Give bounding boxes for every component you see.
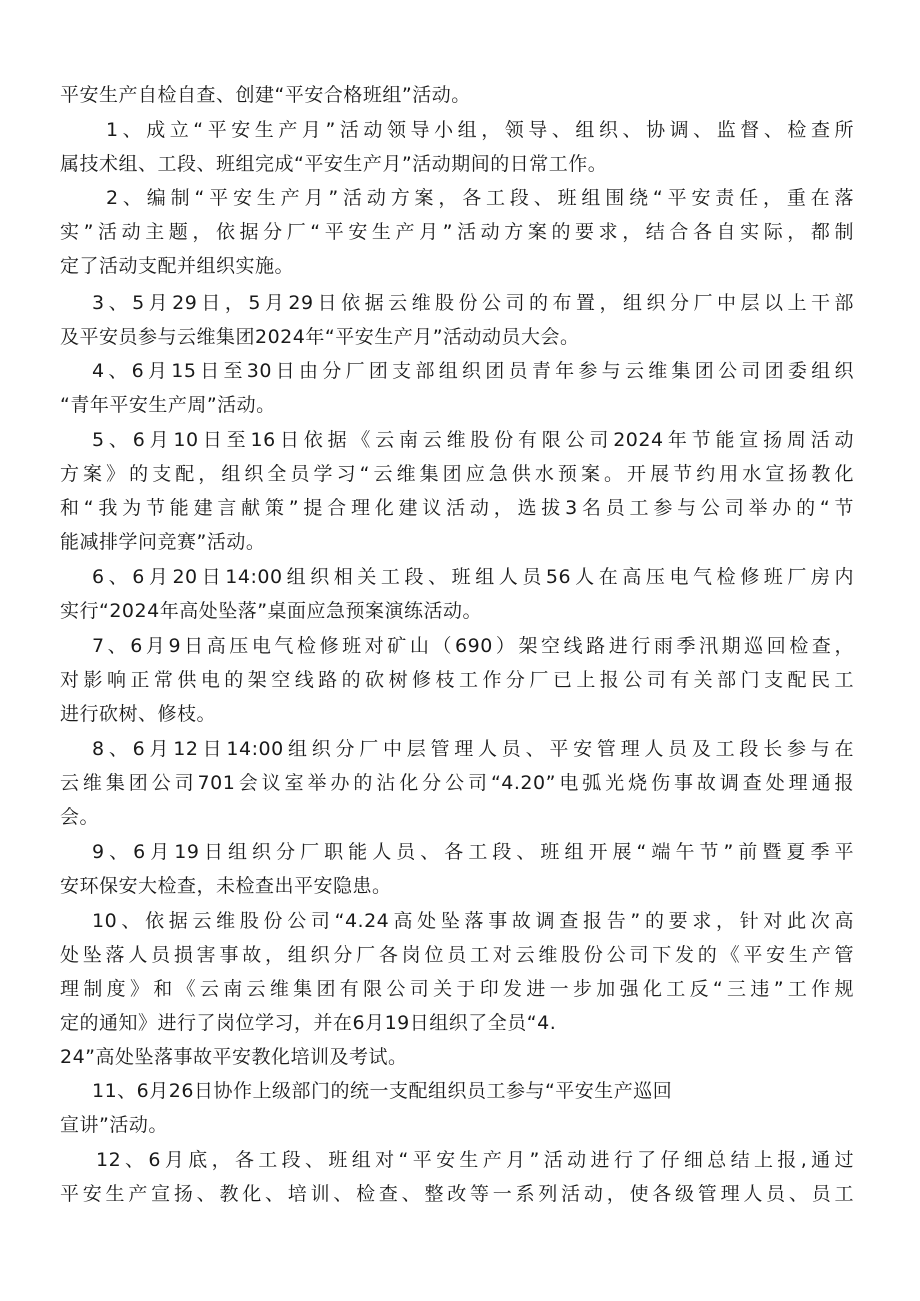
paragraph-3-line: 及平安员参与云维集团2024年“平安生产月”活动动员大会。 [60,326,580,348]
paragraph-10-line: 10、依据云维股份公司“4.24高处坠落事故调查报告”的要求，针对此次高 [92,910,854,932]
paragraph-10-line: 处坠落人员损害事故，组织分厂各岗位员工对云维股份公司下发的《平安生产管 [60,944,854,966]
paragraph-11-line: 11、6月26日协作上级部门的统一支配组织员工参与“平安生产巡回 [92,1080,673,1102]
paragraph-10-line: 定的通知》进行了岗位学习，并在6月19日组织了全员“4. [60,1012,557,1034]
paragraph-8-line: 会。 [60,806,100,828]
paragraph-12-line: 12、6月底，各工段、班组对“平安生产月”活动进行了仔细总结上报,通过 [96,1149,854,1171]
paragraph-11-line: 宣讲”活动。 [60,1114,168,1136]
paragraph-5-line: 和“我为节能建言献策”提合理化建议活动，选拔3名员工参与公司举办的“节 [60,497,854,519]
paragraph-2-line: 定了活动支配并组织实施。 [60,255,295,277]
paragraph-10-line: 理制度》和《云南云维集团有限公司关于印发进一步加强化工反“三违”工作规 [60,978,854,1000]
paragraph-2-line: 实”活动主题，依据分厂“平安生产月”活动方案的要求，结合各自实际，都制 [60,221,854,243]
paragraph-2-line: 2、编制“平安生产月”活动方案，各工段、班组围绕“平安责任，重在落 [106,187,854,209]
paragraph-12-line: 平安生产宣扬、教化、培训、检查、整改等一系列活动，使各级管理人员、员工 [60,1183,854,1205]
paragraph-7-line: 对影响正常供电的架空线路的砍树修枝工作分厂已上报公司有关部门支配民工 [60,669,854,691]
paragraph-1-line: 属技术组、工段、班组完成“平安生产月”活动期间的日常工作。 [60,153,608,175]
paragraph-5-line: 能减排学问竞赛”活动。 [60,531,266,553]
paragraph-4-line: 4、6月15日至30日由分厂团支部组织团员青年参与云维集团公司团委组织 [92,360,854,382]
paragraph-3-line: 3、5月29日，5月29日依据云维股份公司的布置，组织分厂中层以上干部 [92,292,854,314]
paragraph-7-line: 进行砍树、修枝。 [60,703,217,725]
paragraph-5-line: 5、6月10日至16日依据《云南云维股份有限公司2024年节能宣扬周活动 [92,429,854,451]
paragraph-9-line: 安环保安大检查，未检查出平安隐患。 [60,875,392,897]
text-line: 平安生产自检自查、创建“平安合格班组”活动。 [60,84,471,106]
paragraph-10-line: 24”高处坠落事故平安教化培训及考试。 [60,1046,408,1068]
paragraph-7-line: 7、6月9日高压电气检修班对矿山（690）架空线路进行雨季汛期巡回检查， [92,635,854,657]
paragraph-8-line: 8、6月12日14:00组织分厂中层管理人员、平安管理人员及工段长参与在 [92,738,854,760]
paragraph-6-line: 6、6月20日14:00组织相关工段、班组人员56人在高压电气检修班厂房内 [92,566,854,588]
paragraph-5-line: 方案》的支配，组织全员学习“云维集团应急供水预案。开展节约用水宣扬教化 [60,463,854,485]
paragraph-8-line: 云维集团公司701会议室举办的沾化分公司“4.20”电弧光烧伤事故调查处理通报 [60,772,854,794]
paragraph-9-line: 9、6月19日组织分厂职能人员、各工段、班组开展“端午节”前暨夏季平 [92,841,854,863]
paragraph-1-line: 1、成立“平安生产月”活动领导小组，领导、组织、协调、监督、检查所 [106,119,854,141]
paragraph-6-line: 实行“2024年高处坠落”桌面应急预案演练活动。 [60,600,483,622]
paragraph-4-line: “青年平安生产周”活动。 [60,394,276,416]
